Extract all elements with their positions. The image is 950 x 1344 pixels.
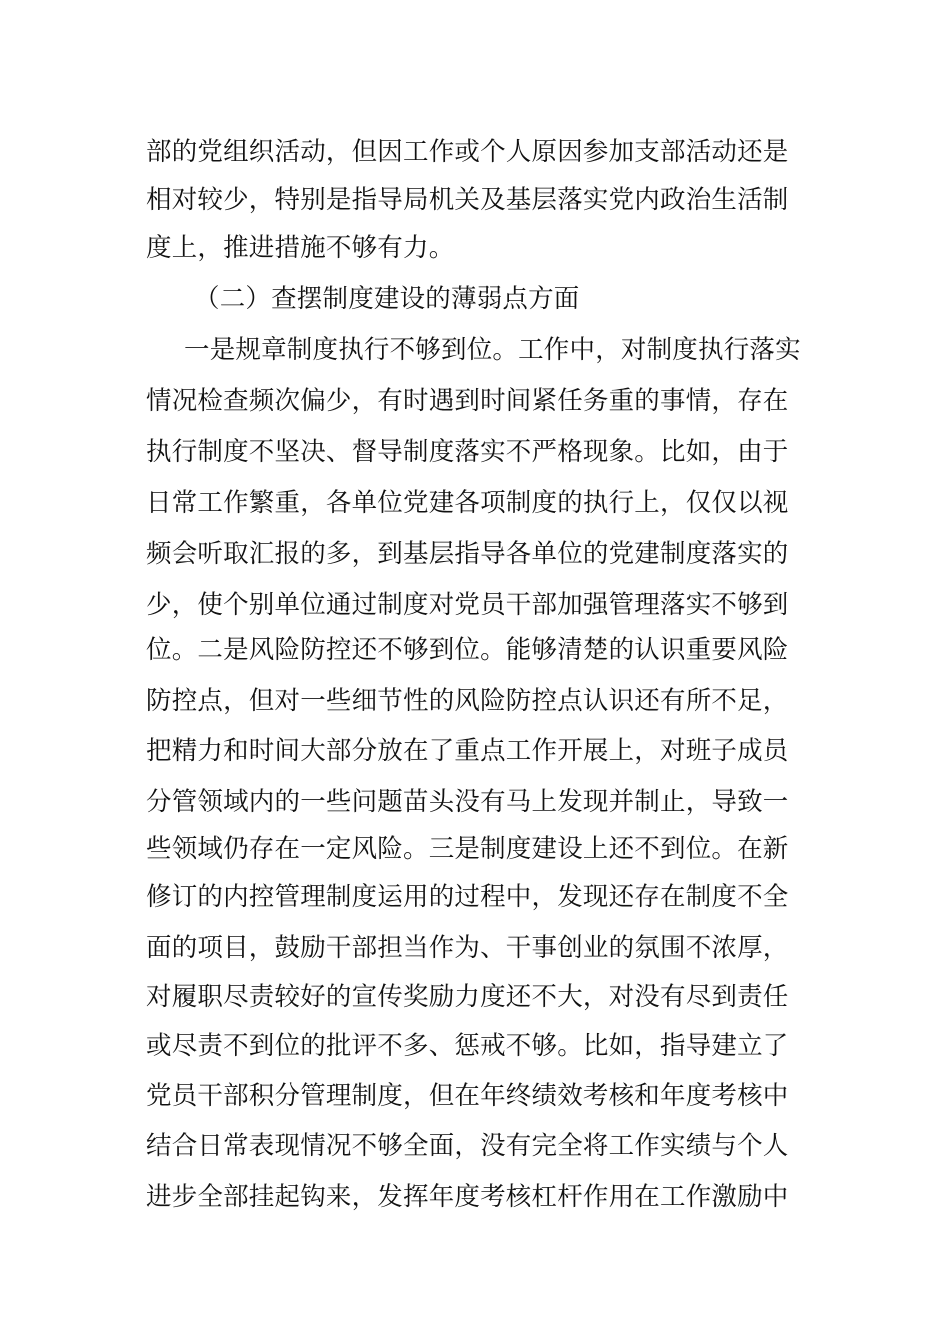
text-line: 少，使个别单位通过制度对党员干部加强管理落实不够到 xyxy=(146,590,789,620)
text-line: 党员干部积分管理制度，但在年终绩效考核和年度考核中 xyxy=(146,1081,789,1111)
text-line: 面的项目，鼓励干部担当作为、干事创业的氛围不浓厚， xyxy=(146,933,789,963)
text-line: 结合日常表现情况不够全面，没有完全将工作实绩与个人 xyxy=(146,1131,789,1161)
section-heading: （二）查摆制度建设的薄弱点方面 xyxy=(194,284,580,314)
text-line: 部的党组织活动，但因工作或个人原因参加支部活动还是 xyxy=(146,137,789,167)
text-line: 防控点，但对一些细节性的风险防控点认识还有所不足， xyxy=(146,686,789,716)
text-line: 日常工作繁重，各单位党建各项制度的执行上，仅仅以视 xyxy=(146,488,789,518)
text-line: 分管领域内的一些问题苗头没有马上发现并制止，导致一 xyxy=(146,787,789,817)
text-line: 相对较少，特别是指导局机关及基层落实党内政治生活制 xyxy=(146,185,789,215)
text-line: 或尽责不到位的批评不多、惩戒不够。比如，指导建立了 xyxy=(146,1031,789,1061)
text-line: 修订的内控管理制度运用的过程中，发现还存在制度不全 xyxy=(146,882,789,912)
text-line: 些领域仍存在一定风险。三是制度建设上还不到位。在新 xyxy=(146,834,789,864)
text-line: 执行制度不坚决、督导制度落实不严格现象。比如，由于 xyxy=(146,437,789,467)
paragraph-first-line: 一是规章制度执行不够到位。工作中，对制度执行落实 xyxy=(184,335,801,365)
text-line: 位。二是风险防控还不够到位。能够清楚的认识重要风险 xyxy=(146,635,789,665)
text-line: 进步全部挂起钩来，发挥年度考核杠杆作用在工作激励中 xyxy=(146,1182,789,1212)
text-line: 情况检查频次偏少，有时遇到时间紧任务重的事情，存在 xyxy=(146,386,789,416)
text-line: 把精力和时间大部分放在了重点工作开展上，对班子成员 xyxy=(146,736,789,766)
text-line: 度上，推进措施不够有力。 xyxy=(146,233,455,263)
text-line: 频会听取汇报的多，到基层指导各单位的党建制度落实的 xyxy=(146,539,789,569)
text-line: 对履职尽责较好的宣传奖励力度还不大，对没有尽到责任 xyxy=(146,982,789,1012)
